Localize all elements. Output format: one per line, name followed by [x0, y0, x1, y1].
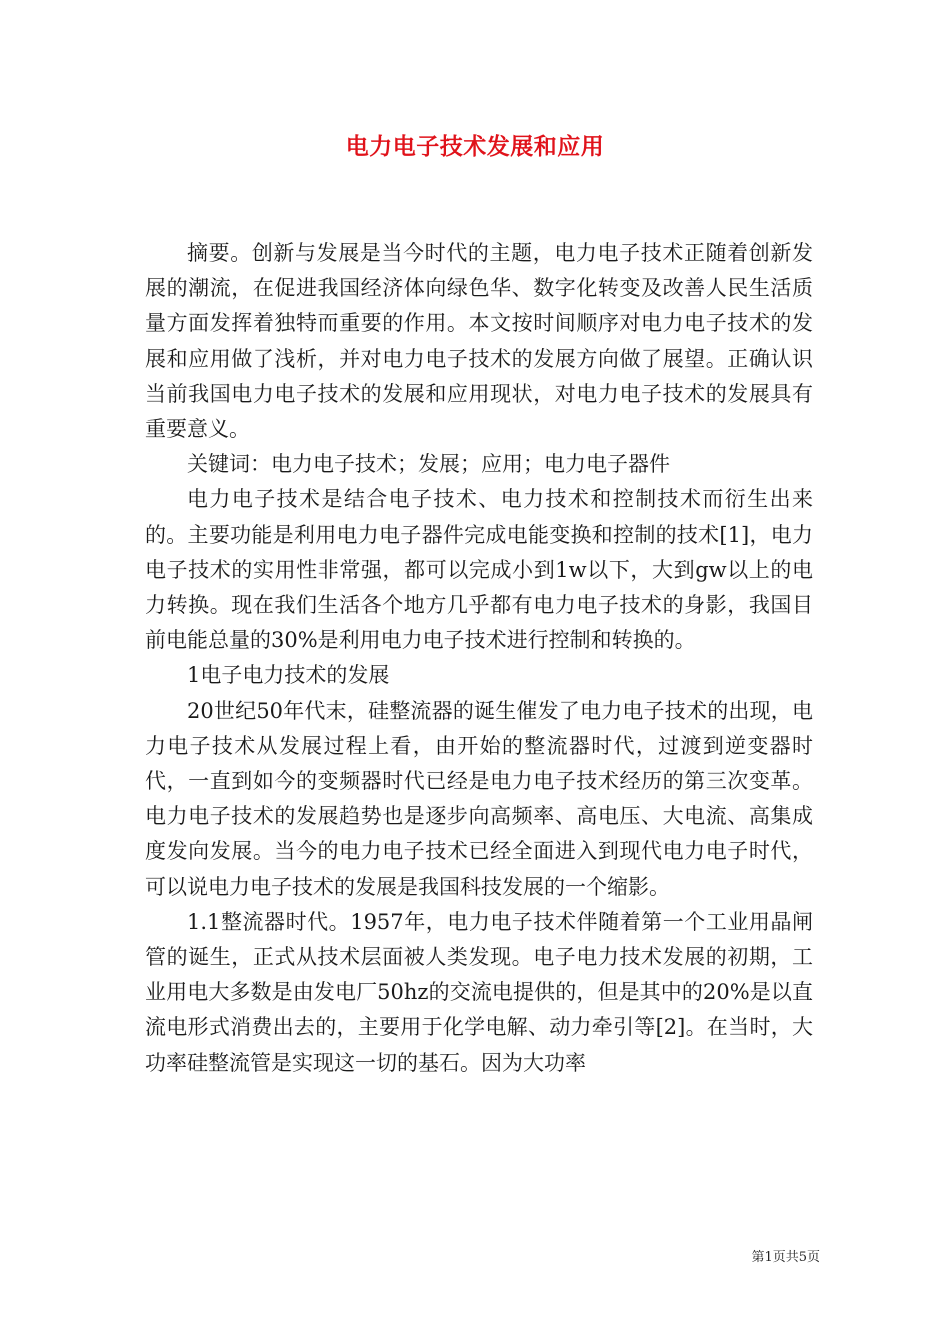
abstract-paragraph: 摘要。创新与发展是当今时代的主题，电力电子技术正随着创新发展的潮流，在促进我国经济体向绿色华、数字化转变及改善人民生活质量方面发挥着独特而重要的作用。本文按时间顺序对电力电子技术的发展和应用做了浅析，并对电力电子技术的发展方向做了展望。正确认识当前我国电力电子技术的发展和应用现状，对电力电子技术的发展具有重要意义。 [145, 241, 813, 442]
document-body [145, 236, 813, 1081]
section-heading: 1电子电力技术的发展 [187, 663, 390, 688]
keywords-paragraph: 关键词：电力电子技术；发展；应用；电力电子器件 [187, 452, 670, 477]
page-number: 第1页共5页 [751, 1250, 820, 1265]
subsection-paragraph: 1.1整流器时代。1957年，电力电子技术伴随着第一个工业用晶闸管的诞生，正式从技术层面被人类发现。电子电力技术发展的初期，工业用电大多数是由发电厂50hz的交流电提供的，但是其中的20%是以直流电形式消费出去的，主要用于化学电解、动力牵引等[2]。在当时，大功率硅整流管是实现这一切的基石。因为大功率 [145, 909, 813, 1075]
document-title: 电力电子技术发展和应用 [345, 134, 605, 160]
section-paragraph: 20世纪50年代末，硅整流器的诞生催发了电力电子技术的出现，电力电子技术从发展过程上看，由开始的整流器时代，过渡到逆变器时代，一直到如今的变频器时代已经是电力电子技术经历的第三次变革。电力电子技术的发展趋势也是逐步向高频率、高电压、大电流、高集成度发向发展。当今的电力电子技术已经全面进入到现代电力电子时代，可以说电力电子技术的发展是我国科技发展的一个缩影。 [145, 698, 813, 899]
intro-paragraph: 电力电子技术是结合电子技术、电力技术和控制技术而衍生出来的。主要功能是利用电力电子器件完成电能变换和控制的技术[1]，电力电子技术的实用性非常强，都可以完成小到1w以下，大到gw以上的电力转换。现在我们生活各个地方几乎都有电力电子技术的身影，我国目前电能总量的30%是利用电力电子技术进行控制和转换的。 [145, 487, 813, 653]
